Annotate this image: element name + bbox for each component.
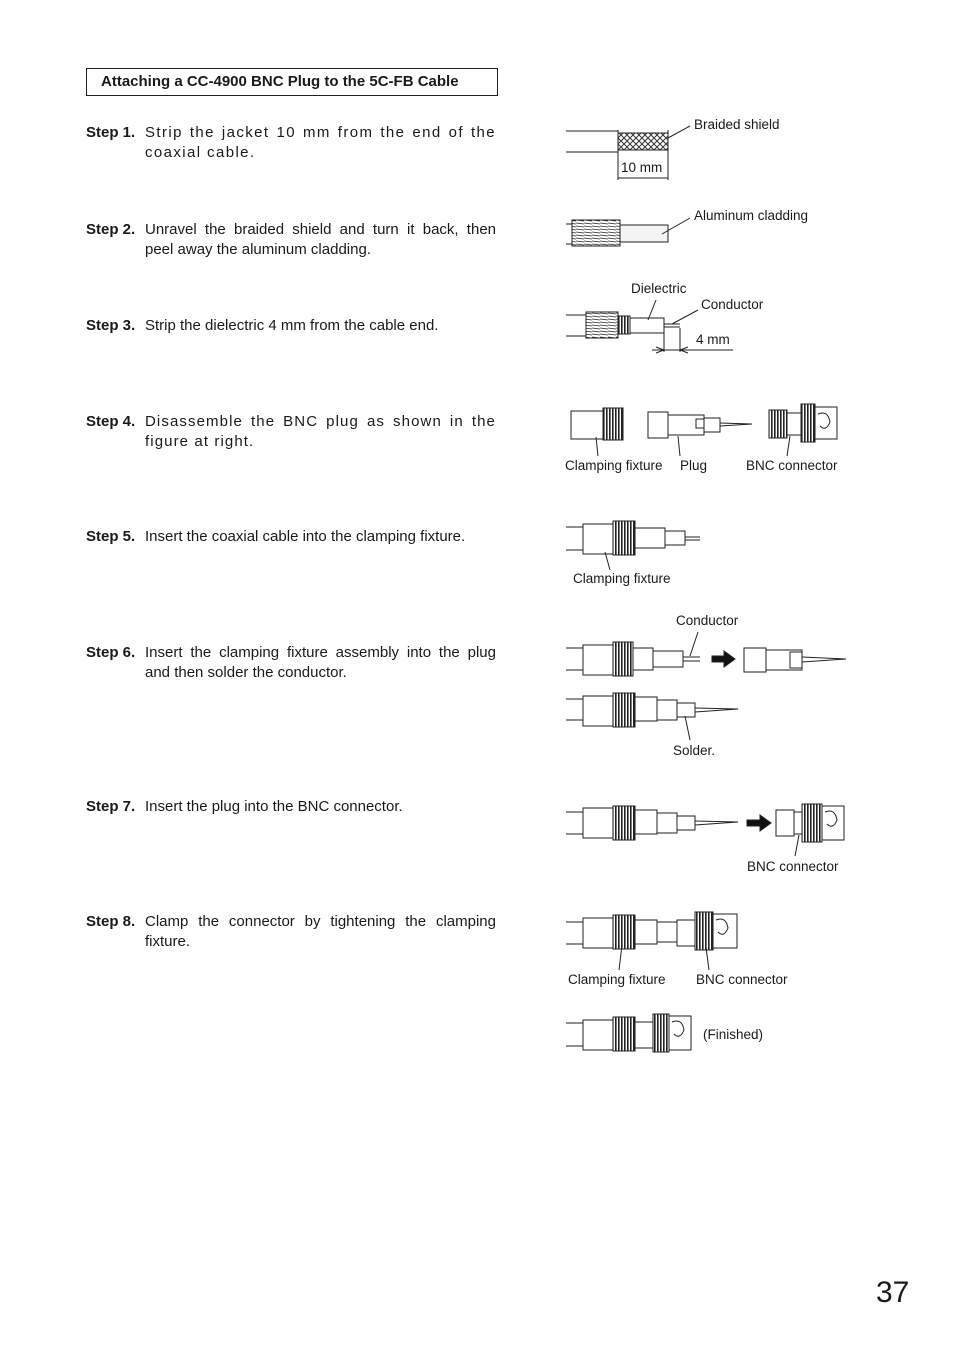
step-number: Step 1.: [86, 124, 136, 141]
label-conductor: Conductor: [701, 297, 764, 312]
label-solder: Solder.: [673, 743, 716, 758]
label-bnc-connector: BNC connector: [746, 458, 838, 473]
step-number: Step 6.: [86, 644, 136, 661]
page-number: 37: [876, 1276, 910, 1309]
step-text: Strip the jacket 10 mm from the end of the coaxial cable.: [145, 124, 496, 161]
step-7: [86, 797, 496, 817]
label-braided-shield: Braided shield: [694, 117, 780, 132]
figure-step-6: [566, 632, 846, 740]
label-finished: (Finished): [703, 1027, 764, 1042]
figure-step-5: [566, 521, 700, 570]
step-text: Disassemble the BNC plug as shown in the figure at right.: [145, 413, 496, 450]
step-number: Step 5.: [86, 528, 136, 545]
label-10mm: 10 mm: [621, 160, 663, 175]
step-text: Insert the coaxial cable into the clamping fixture.: [145, 528, 466, 545]
step-3: [86, 316, 496, 336]
step-1: [86, 123, 496, 162]
step-8: [86, 912, 496, 951]
step-number: Step 4.: [86, 413, 136, 430]
label-4mm: 4 mm: [696, 332, 730, 347]
step-number: Step 2.: [86, 221, 136, 238]
step-text: Strip the dielectric 4 mm from the cable end.: [145, 317, 439, 334]
label-clamping-fixture: Clamping fixture: [573, 571, 671, 586]
step-number: Step 8.: [86, 913, 136, 930]
step-text: Insert the plug into the BNC connector.: [145, 798, 403, 815]
figure-step-7: [566, 804, 844, 856]
label-dielectric: Dielectric: [631, 281, 687, 296]
label-conductor: Conductor: [676, 613, 739, 628]
label-aluminum-cladding: Aluminum cladding: [694, 208, 809, 223]
label-clamping-fixture: Clamping fixture: [568, 972, 666, 987]
label-plug: Plug: [680, 458, 708, 473]
step-number: Step 3.: [86, 317, 136, 334]
step-2: [86, 220, 496, 259]
label-clamping-fixture: Clamping fixture: [565, 458, 663, 473]
step-number: Step 7.: [86, 798, 136, 815]
figure-step-2: [566, 218, 690, 246]
step-5: [86, 527, 496, 547]
step-text: Insert the clamping fixture assembly into the plug and then solder the conductor.: [145, 644, 496, 681]
step-6: [86, 643, 496, 682]
step-text: Unravel the braided shield and turn it back, then peel away the aluminum cladding.: [145, 221, 496, 258]
step-text: Clamp the connector by tightening the clamping fixture.: [145, 913, 496, 950]
label-bnc-connector: BNC connector: [696, 972, 788, 987]
label-bnc-connector: BNC connector: [747, 859, 839, 874]
step-4: [86, 412, 496, 451]
figure-step-4: [571, 404, 837, 456]
section-title: Attaching a CC-4900 BNC Plug to the 5C-FB Cable: [86, 68, 498, 96]
